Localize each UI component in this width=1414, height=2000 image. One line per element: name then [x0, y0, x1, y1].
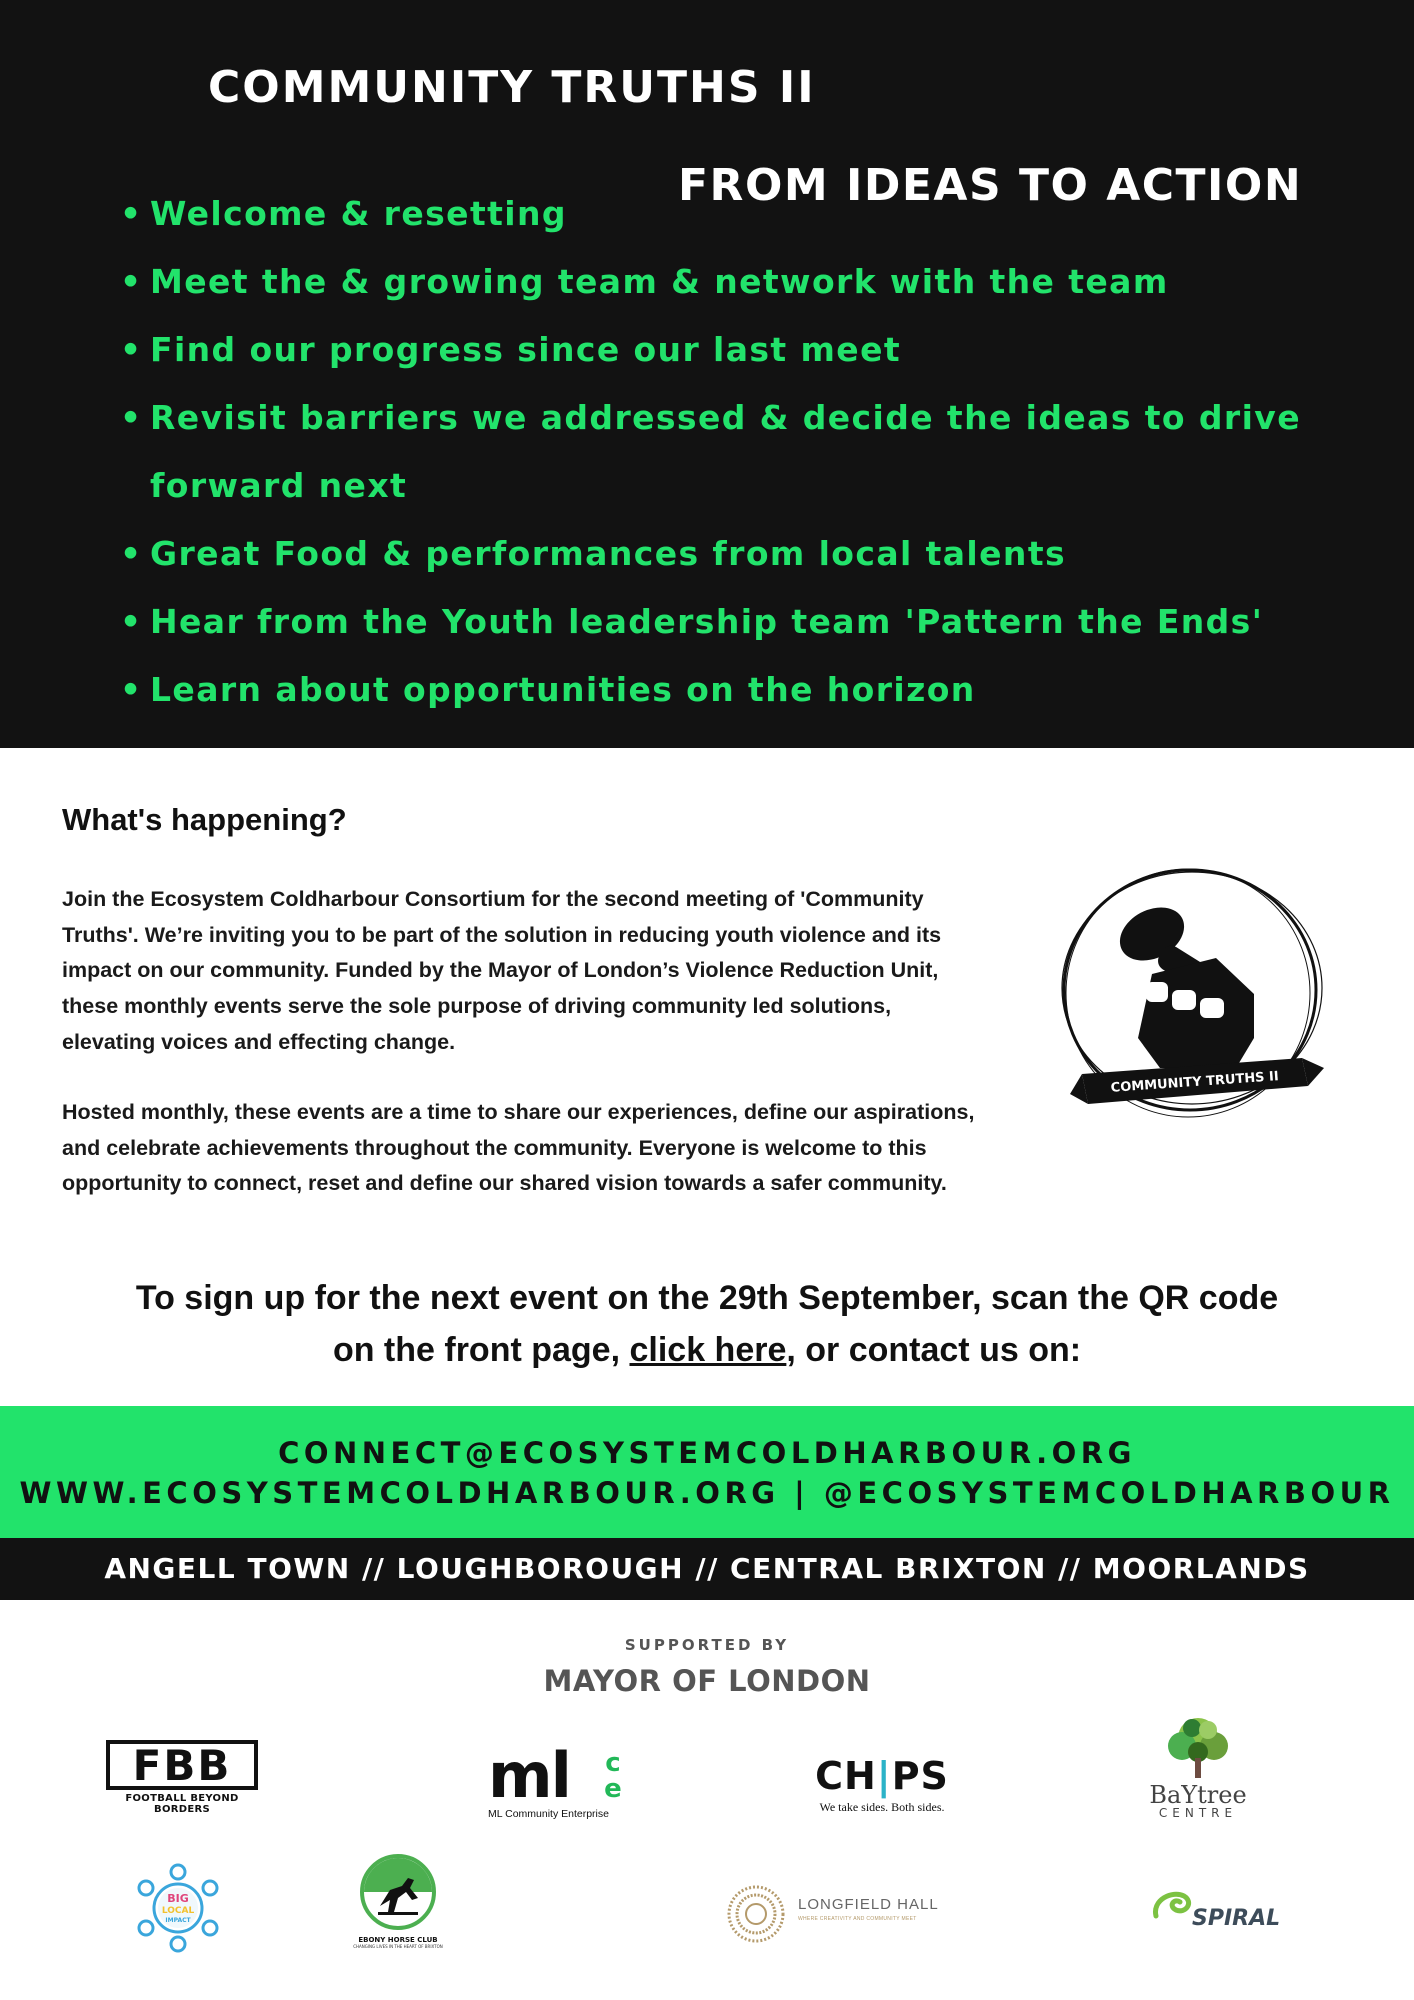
agenda-item: • Revisit barriers we addressed & decide the ideas to drive	[118, 384, 1301, 452]
bullet-icon: •	[120, 534, 143, 573]
contact-web-handle[interactable]: WWW.ECOSYSTEMCOLDHARBOUR.ORG | @ECOSYSTEMCOLDHARBOUR	[19, 1476, 1395, 1510]
contact-band	[0, 1406, 1414, 1538]
horse-jumper-icon	[356, 1854, 440, 1930]
chips-logo	[812, 1754, 952, 1815]
supported-by-label: SUPPORTED BY	[624, 1636, 790, 1654]
signup-line-1: To sign up for the next event on the 29th September, scan the QR code	[135, 1279, 1279, 1317]
agenda-item: • Find our progress since our last meet	[118, 316, 1301, 384]
longfield-tagline: WHERE CREATIVITY AND COMMUNITY MEET	[798, 1916, 917, 1922]
agenda-item: • Hear from the Youth leadership team 'Pattern the Ends'	[118, 588, 1301, 656]
svg-text:LOCAL: LOCAL	[161, 1906, 195, 1916]
tree-icon	[1158, 1716, 1238, 1778]
event-subtitle: FROM IDEAS TO ACTION	[678, 160, 1303, 211]
fbb-mark: FBB	[106, 1740, 258, 1790]
signup-cta	[0, 1272, 1414, 1376]
agenda-item: • Meet the & growing team & network with the team	[118, 248, 1301, 316]
event-title: COMMUNITY TRUTHS II	[208, 62, 816, 113]
intro-paragraph: Join the Ecosystem Coldharbour Consortium for the second meeting of 'Community Truths'. We’re inviting you to be part of the solution in reducing youth violence and its impact on our community. Funded by the Mayor of London’s Violence Reduction Unit, these monthly events serve the sole purpose of driving community led solutions, elevating voices and effecting change.	[62, 887, 942, 1054]
baytree-logo	[1138, 1716, 1258, 1820]
mlce-logo	[488, 1739, 648, 1820]
chips-caption: We take sides. Both sides.	[819, 1800, 945, 1814]
bullet-icon: •	[120, 670, 143, 709]
monthly-paragraph: Hosted monthly, these events are a time to share our experiences, define our aspirations, and celebrate achievements throughout the community. Everyone is welcome to this opportunity to connect, reset and define our shared vision towards a safer community.	[62, 1100, 975, 1196]
microphone-fist-icon	[1111, 897, 1254, 1068]
chips-mark: CH|PS	[815, 1754, 949, 1798]
click-here-link[interactable]: click here	[629, 1331, 787, 1369]
ebony-caption: EBONY HORSE CLUB	[358, 1936, 438, 1944]
agenda-list	[118, 180, 1301, 724]
spiral-swirl-icon	[1150, 1886, 1196, 1930]
contact-email[interactable]: CONNECT@ECOSYSTEMCOLDHARBOUR.ORG	[278, 1436, 1136, 1470]
neighbourhoods-strip: ANGELL TOWN // LOUGHBOROUGH // CENTRAL BRIXTON // MOORLANDS	[0, 1538, 1414, 1600]
svg-text:BIG: BIG	[167, 1892, 189, 1905]
bullet-icon: •	[120, 398, 143, 437]
spiral-name: SPIRAL	[1192, 1906, 1281, 1931]
bullet-icon: •	[120, 194, 143, 233]
ebony-tagline: CHANGING LIVES IN THE HEART OF BRIXTON	[353, 1944, 443, 1949]
spiral-logo	[1150, 1886, 1281, 1936]
baytree-centre: CENTRE	[1158, 1806, 1238, 1820]
emblem-banner-text: COMMUNITY TRUTHS II	[1110, 1069, 1280, 1096]
ebony-horse-club-logo	[348, 1854, 448, 1949]
mandala-icon	[726, 1884, 786, 1944]
agenda-item-continuation: forward next	[150, 466, 408, 505]
mlce-mark: ml	[488, 1739, 570, 1812]
community-truths-emblem	[1040, 862, 1340, 1142]
whats-happening-heading: What's happening?	[62, 802, 347, 837]
longfield-hall-logo	[726, 1884, 966, 1944]
baytree-word: BaYtree	[1149, 1781, 1247, 1809]
mlce-caption: ML Community Enterprise	[488, 1808, 609, 1820]
svg-text:IMPACT: IMPACT	[165, 1917, 191, 1924]
bullet-icon: •	[120, 262, 143, 301]
fbb-caption: FOOTBALL BEYOND BORDERS	[125, 1793, 239, 1815]
agenda-item: • Welcome & resetting	[118, 180, 1301, 248]
mlce-ce-mark: c e	[604, 1748, 622, 1804]
bullet-icon: •	[120, 330, 143, 369]
signup-line-2: on the front page, click here, or contact us on:	[332, 1331, 1082, 1369]
fbb-logo	[106, 1740, 258, 1815]
bullet-icon: •	[120, 602, 143, 641]
longfield-name: LONGFIELD HALL	[798, 1896, 939, 1913]
mayor-of-london-logo: MAYOR OF LONDON	[543, 1664, 871, 1698]
big-local-impact-logo	[128, 1858, 228, 1958]
agenda-item: • Learn about opportunities on the horizon	[118, 656, 1301, 724]
agenda-item: • Great Food & performances from local talents	[118, 520, 1301, 588]
hero-panel	[0, 0, 1414, 748]
